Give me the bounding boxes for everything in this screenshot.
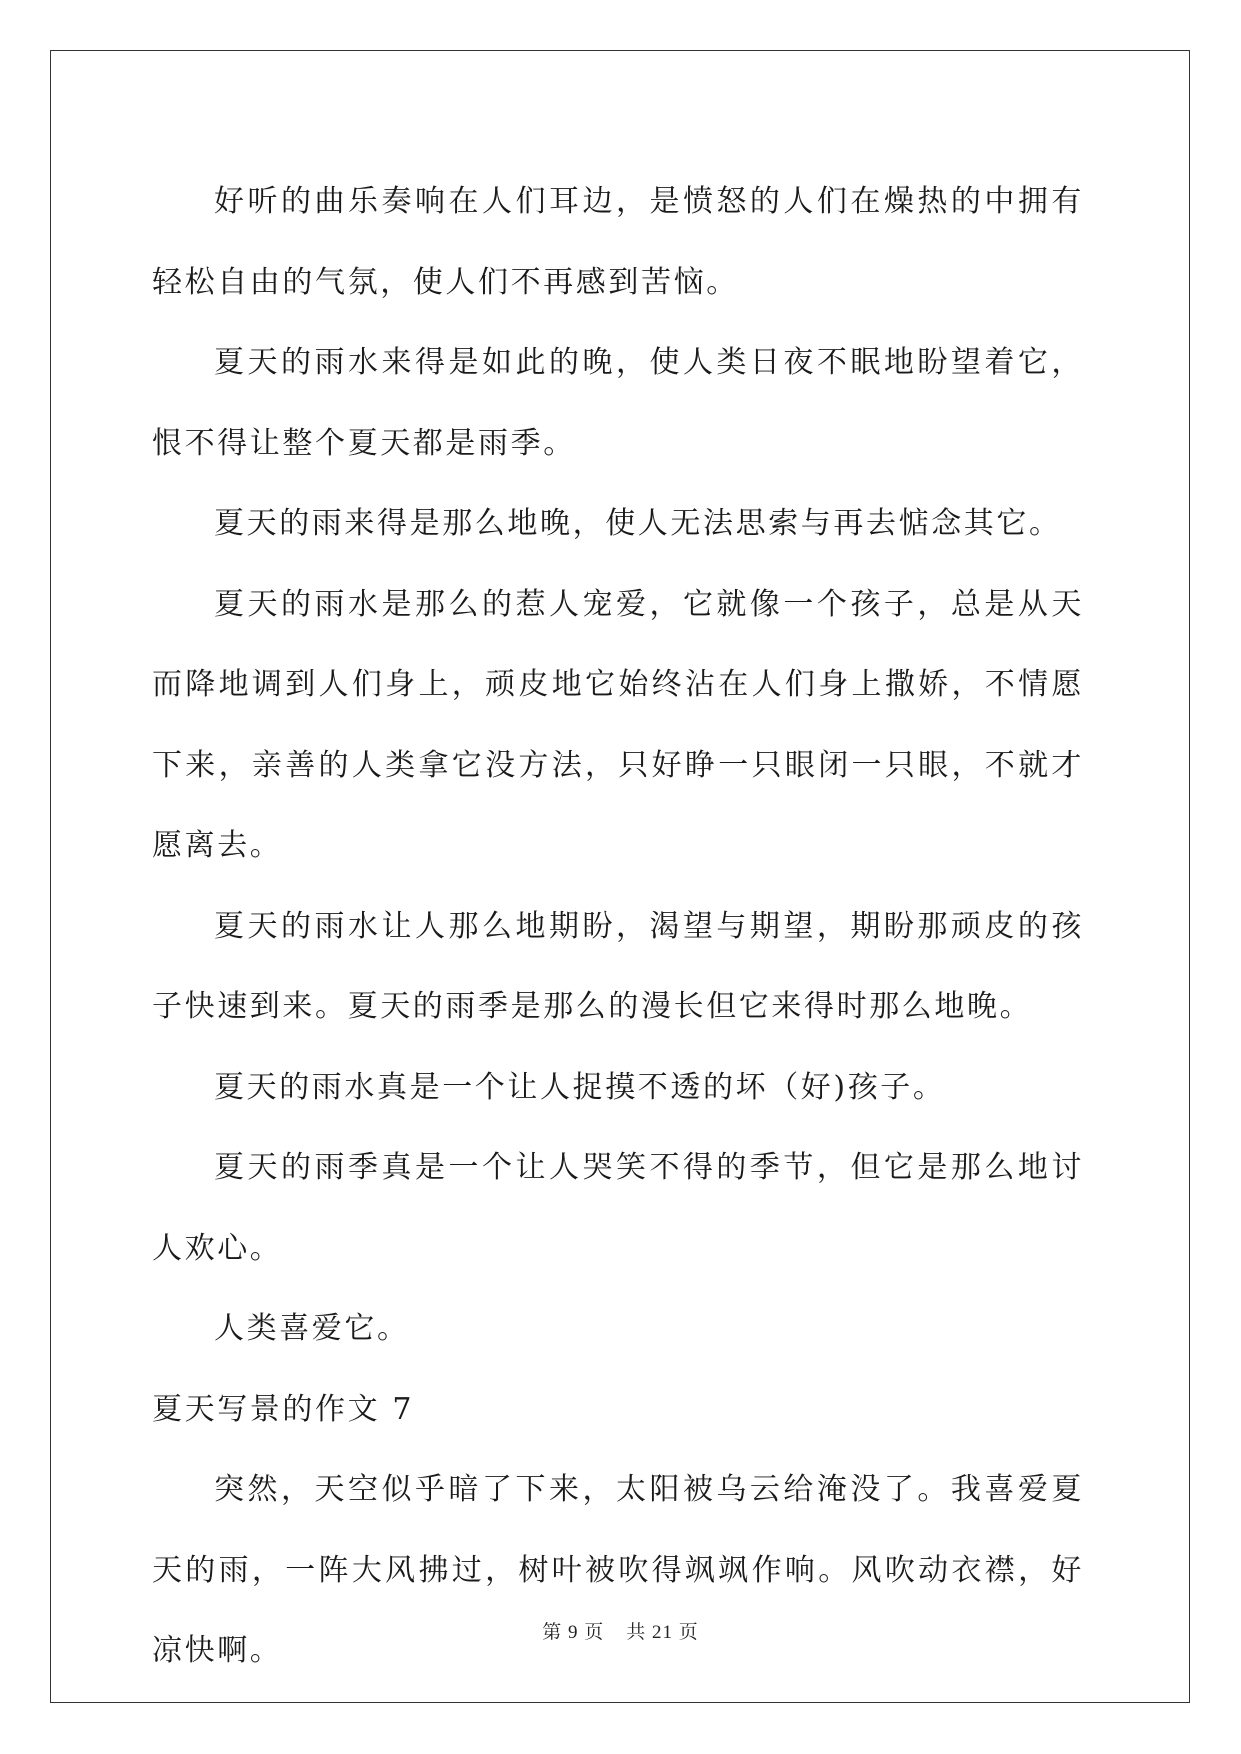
page-number: 第 9 页	[542, 1622, 605, 1643]
paragraph: 夏天的雨季真是一个让人哭笑不得的季节，但它是那么地讨人欢心。	[152, 1150, 1084, 1266]
paragraph: 夏天的雨水来得是如此的晚，使人类日夜不眠地盼望着它，恨不得让整个夏天都是雨季。	[152, 345, 1084, 461]
page-total: 共 21 页	[626, 1622, 699, 1643]
paragraph: 突然，天空似乎暗了下来，太阳被乌云给淹没了。我喜爱夏天的雨，一阵大风拂过，树叶被吹得飒飒作响。风吹动衣襟，好凉快啊。	[152, 1472, 1084, 1668]
paragraph: 夏天的雨水真是一个让人捉摸不透的坏（好)孩子。	[214, 1069, 946, 1105]
section-heading: 夏天写景的作文 7	[152, 1391, 415, 1427]
paragraph: 夏天的雨来得是那么地晚，使人无法思索与再去惦念其它。	[214, 506, 1062, 541]
document-body	[152, 162, 1084, 1692]
paragraph: 夏天的雨水让人那么地期盼，渴望与期望，期盼那顽皮的孩子快速到来。夏天的雨季是那么的漫长但它来得时那么地晚。	[152, 908, 1084, 1024]
page-footer	[0, 1617, 1241, 1644]
paragraph: 好听的曲乐奏响在人们耳边，是愤怒的人们在燥热的中拥有轻松自由的气氛，使人们不再感到苦恼。	[152, 184, 1084, 300]
paragraph: 夏天的雨水是那么的惹人宠爱，它就像一个孩子，总是从天而降地调到人们身上，顽皮地它始终沾在人们身上撒娇，不情愿下来，亲善的人类拿它没方法，只好睁一只眼闭一只眼，不就才愿离去。	[152, 586, 1084, 863]
paragraph: 人类喜爱它。	[214, 1311, 410, 1346]
